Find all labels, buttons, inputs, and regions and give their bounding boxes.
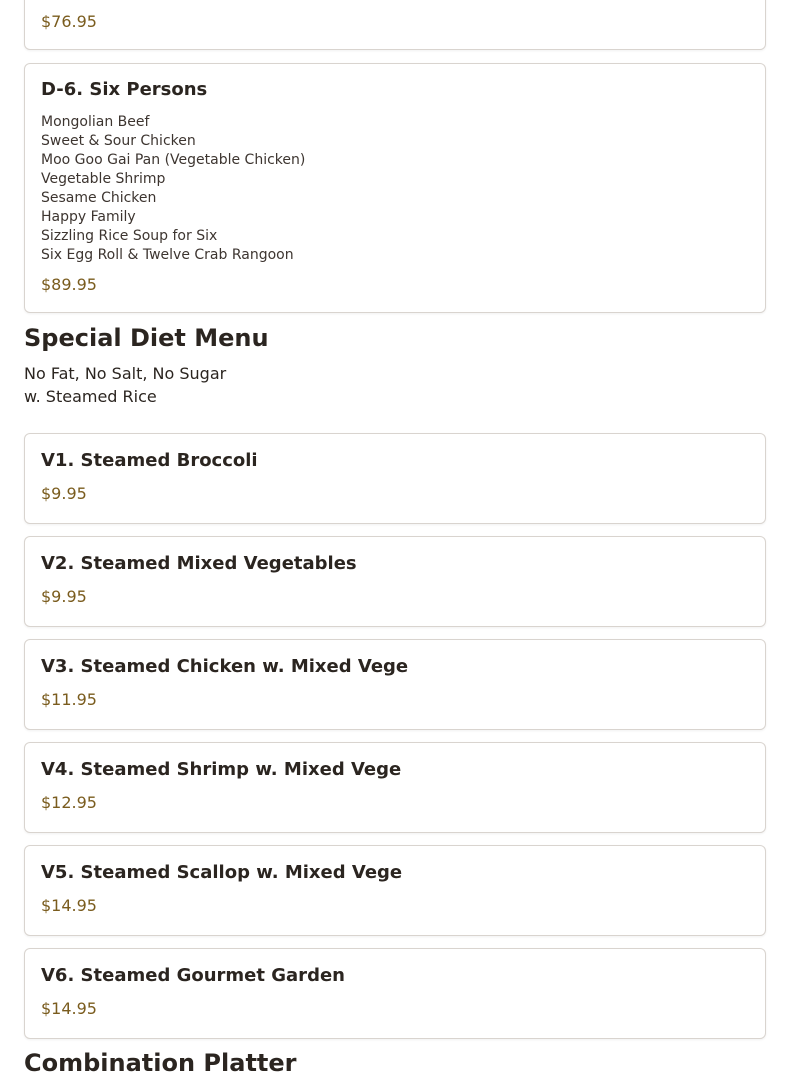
menu-item-card-v3	[24, 639, 766, 730]
item-title: V2. Steamed Mixed Vegetables	[41, 553, 357, 574]
section-description	[24, 362, 226, 408]
menu-item-card-d6	[24, 63, 766, 313]
item-price: $14.95	[41, 896, 97, 915]
item-title: V3. Steamed Chicken w. Mixed Vege	[41, 656, 409, 677]
item-title: V6. Steamed Gourmet Garden	[41, 965, 345, 986]
list-item: Vegetable Shrimp	[41, 171, 166, 187]
item-price: $14.95	[41, 999, 97, 1018]
section-title-combination-platter: Combination Platter	[24, 1049, 297, 1077]
list-item: Sizzling Rice Soup for Six	[41, 228, 218, 244]
section-title-special-diet: Special Diet Menu	[24, 324, 269, 352]
list-item: Sweet & Sour Chicken	[41, 133, 196, 149]
list-item: Happy Family	[41, 209, 136, 225]
menu-item-card-v1	[24, 433, 766, 524]
item-price: $12.95	[41, 793, 97, 812]
item-title: V4. Steamed Shrimp w. Mixed Vege	[41, 759, 402, 780]
menu-item-card-v6	[24, 948, 766, 1039]
item-title: V5. Steamed Scallop w. Mixed Vege	[41, 862, 403, 883]
list-item: Moo Goo Gai Pan (Vegetable Chicken)	[41, 152, 306, 168]
list-item: Six Egg Roll & Twelve Crab Rangoon	[41, 247, 294, 263]
item-price: $76.95	[41, 12, 97, 31]
item-contents-list	[41, 113, 305, 265]
section-description-line: No Fat, No Salt, No Sugar	[24, 364, 227, 383]
list-item: Sesame Chicken	[41, 190, 157, 206]
item-price: $9.95	[41, 484, 87, 503]
item-title: V1. Steamed Broccoli	[41, 450, 258, 471]
menu-item-card-v4	[24, 742, 766, 833]
item-price: $11.95	[41, 690, 97, 709]
section-description-line: w. Steamed Rice	[24, 387, 157, 406]
menu-item-card	[24, 0, 766, 50]
menu-item-card-v5	[24, 845, 766, 936]
menu-item-card-v2	[24, 536, 766, 627]
item-price: $89.95	[41, 275, 97, 294]
item-price: $9.95	[41, 587, 87, 606]
item-title: D-6. Six Persons	[41, 79, 208, 100]
list-item: Mongolian Beef	[41, 114, 150, 130]
